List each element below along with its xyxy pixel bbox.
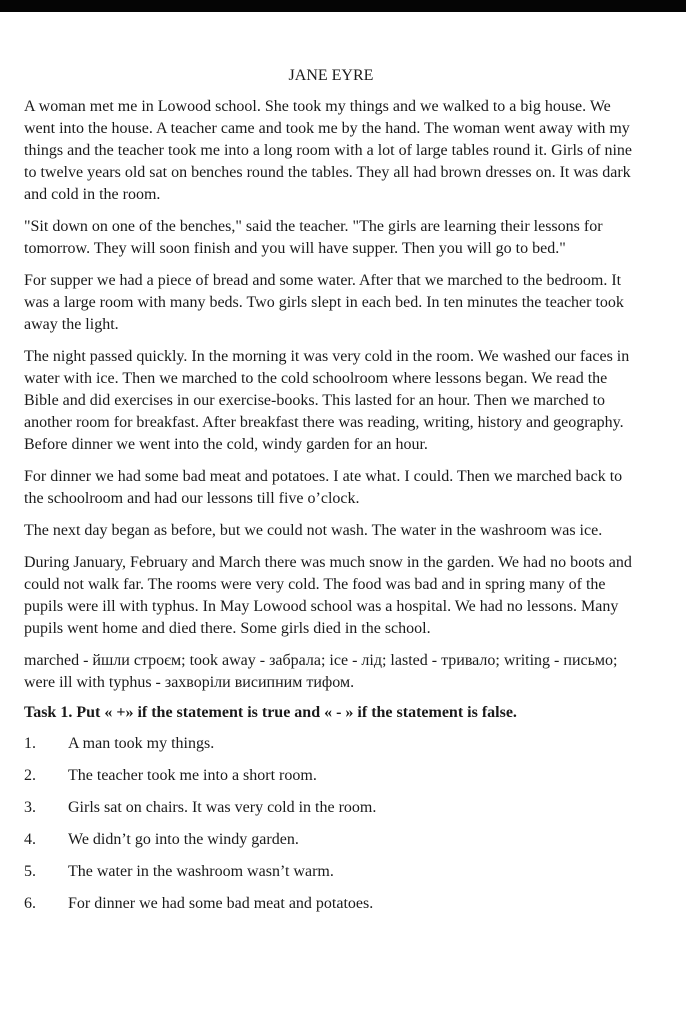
task-heading: Task 1. Put « +» if the statement is true and « - » if the statement is false. [24,704,517,721]
statement-item [24,797,638,829]
statement-text: The water in the washroom wasn’t warm. [68,863,334,880]
statement-list [24,733,638,925]
story-paragraph-6: The next day began as before, but we could not wash. The water in the washroom was ice. [24,522,603,539]
statement-number: 2. [24,767,36,784]
statement-number: 6. [24,895,36,912]
statement-number: 4. [24,831,36,848]
story-paragraph-5: For dinner we had some bad meat and potatoes. I ate what. I could. Then we marched back to the schoolroom and had our lessons till five o’clock. [24,468,623,507]
statement-item [24,829,638,861]
story-paragraph-2: "Sit down on one of the benches," said the teacher. "The girls are learning their lessons for tomorrow. They will soon finish and you will have supper. Then you will go to bed." [24,218,603,257]
statement-text: For dinner we had some bad meat and potatoes. [68,895,374,912]
document-title: JANE EYRE [288,67,374,84]
story-paragraph-7: During January, February and March there was much snow in the garden. We had no boots and could not walk far. The rooms were very cold. The food was bad and in spring many of the pupils were ill with typhus. In May Lowood school was a hospital. We had no lessons. Many pupils went home and died there. Some girls died in the school. [24,554,632,637]
statement-text: A man took my things. [68,735,215,752]
story-paragraph-1: A woman met me in Lowood school. She took my things and we walked to a big house. We went into the house. A teacher came and took me by the hand. The woman went away with my things and the teacher took me into a long room with a lot of large tables round it. Girls of nine to twelve years old sat on benches round the tables. They all had brown dresses on. It was dark and cold in the room. [24,98,633,203]
statement-text: We didn’t go into the windy garden. [68,831,299,848]
statement-text: The teacher took me into a short room. [68,767,317,784]
statement-item [24,893,638,925]
statement-number: 5. [24,863,36,880]
document-page [24,66,638,925]
top-black-bar [0,0,686,12]
story-paragraph-4: The night passed quickly. In the morning it was very cold in the room. We washed our faces in water with ice. Then we marched to the cold schoolroom where lessons began. We read the Bible and did exercises in our exercise-books. This lasted for an hour. Then we marched to another room for breakfast. After breakfast there was reading, writing, history and geography. Before dinner we went into the cold, windy garden for an hour. [24,348,630,453]
statement-number: 1. [24,735,36,752]
story-paragraph-3: For supper we had a piece of bread and some water. After that we marched to the bedroom. It was a large room with many beds. Two girls slept in each bed. In ten minutes the teacher took away the light. [24,272,624,333]
vocabulary-note: marched - йшли строєм; took away - забрала; ice - лід; lasted - тривало; writing - письмо; were ill with typhus - захворіли висипним тифом. [24,652,618,691]
statement-item [24,733,638,765]
statement-item [24,861,638,893]
statement-number: 3. [24,799,36,816]
statement-item [24,765,638,797]
statement-text: Girls sat on chairs. It was very cold in the room. [68,799,377,816]
